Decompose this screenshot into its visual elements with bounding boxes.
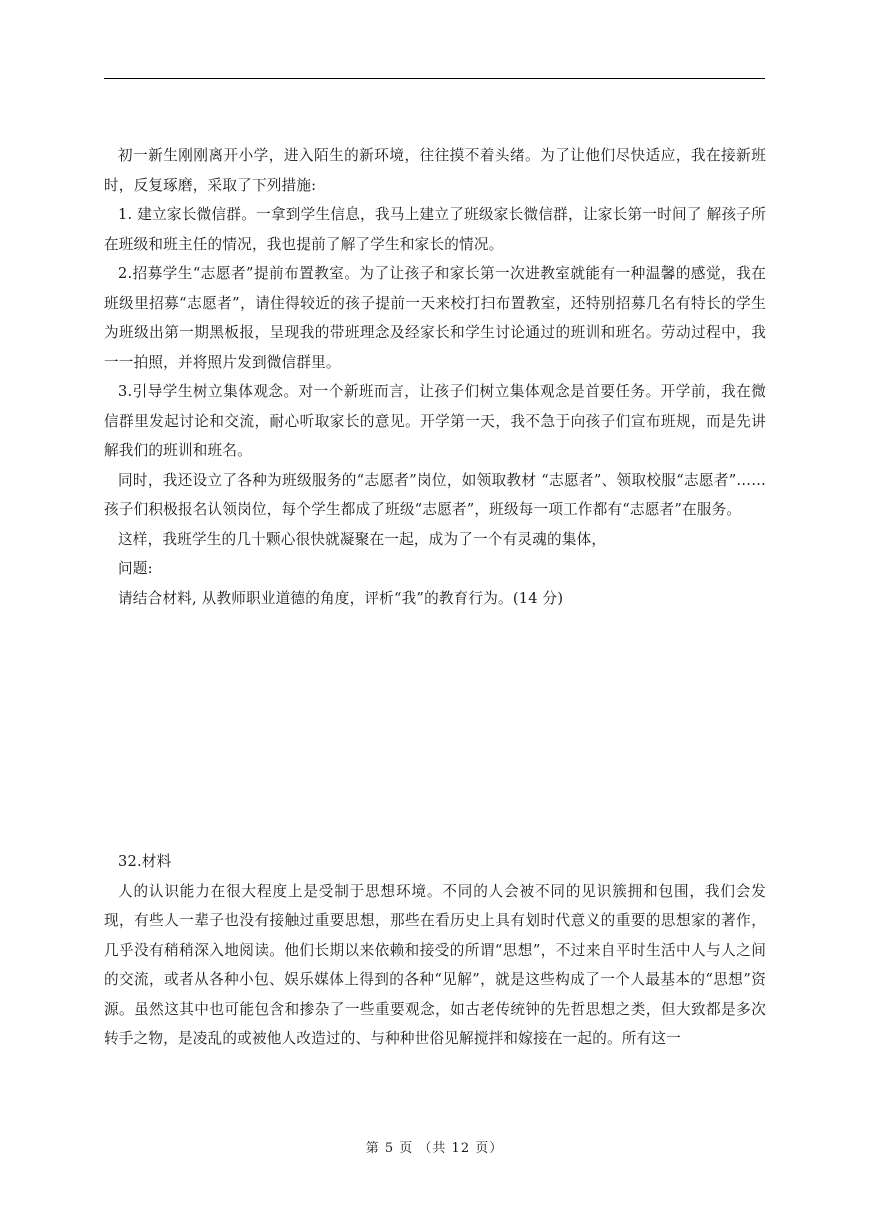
page-footer: 第 5 页 （共 12 页） (365, 1141, 504, 1156)
paragraph-volunteer-posts: 同时，我还设立了各种为班级服务的“志愿者”岗位，如领取教材 “志愿者”、领取校服“志愿者”……孩子们积极报名认领岗位，每个学生都成了班级“志愿者”，班级每一项工作都有“志愿者”在服务。 (104, 471, 766, 518)
paragraph-measure-3: 3.引导学生树立集体观念。对一个新班而言，让孩子们树立集体观念是首要任务。开学前，我在微信群里发起讨论和交流，耐心听取家长的意见。开学第一天，我不急于向孩子们宣布班规，而是先讲解我们的班训和班名。 (104, 383, 766, 459)
paragraph-conclusion: 这样，我班学生的几十颗心很快就凝聚在一起，成为了一个有灵魂的集体， (118, 530, 607, 548)
question-32-heading: 32.材料 (118, 853, 172, 870)
answer-space (104, 613, 766, 847)
page-body (104, 141, 766, 1054)
paragraph-measure-2: 2.招募学生“志愿者”提前布置教室。为了让孩子和家长第一次进教室就能有一种温馨的感觉，我在班级里招募“志愿者”，请住得较近的孩子提前一天来校打扫布置教室，还特别招募几名有特长的学生为班级出第一期黑板报，呈现我的带班理念及经家长和学生讨论通过的班训和班名。劳动过程中，我一一拍照，并将照片发到微信群里。 (104, 265, 766, 371)
question-prompt: 请结合材料, 从教师职业道德的角度，评析“我”的教育行为。(14 分) (118, 589, 564, 607)
paragraph-measure-1: 1. 建立家长微信群。一拿到学生信息，我马上建立了班级家长微信群，让家长第一时间了 解孩子所在班级和班主任的情况，我也提前了解了学生和家长的情况。 (104, 206, 766, 253)
paragraph-intro: 初一新生刚刚离开小学，进入陌生的新环境，往往摸不着头绪。为了让他们尽快适应，我在接新班时，反复琢磨，采取了下列措施: (104, 147, 766, 194)
question-32-material: 人的认识能力在很大程度上是受制于思想环境。不同的人会被不同的见识簇拥和包围，我们会发现，有些人一辈子也没有接触过重要思想，那些在看历史上具有划时代意义的重要的思想家的著作，几乎没有稍稍深入地阅读。他们长期以来依赖和接受的所谓“思想”，不过来自平时生活中人与人之间的交流，或者从各种小包、娱乐媒体上得到的各种“见解”，就是这些构成了一个人最基本的“思想”资源。虽然这其中也可能包含和掺杂了一些重要观念，如古老传统钟的先哲思想之类，但大致都是多次转手之物，是凌乱的或被他人改造过的、与种种世俗见解搅拌和嫁接在一起的。所有这一 (104, 882, 766, 1047)
header-rule (104, 78, 765, 79)
question-heading: 问题: (118, 560, 153, 577)
